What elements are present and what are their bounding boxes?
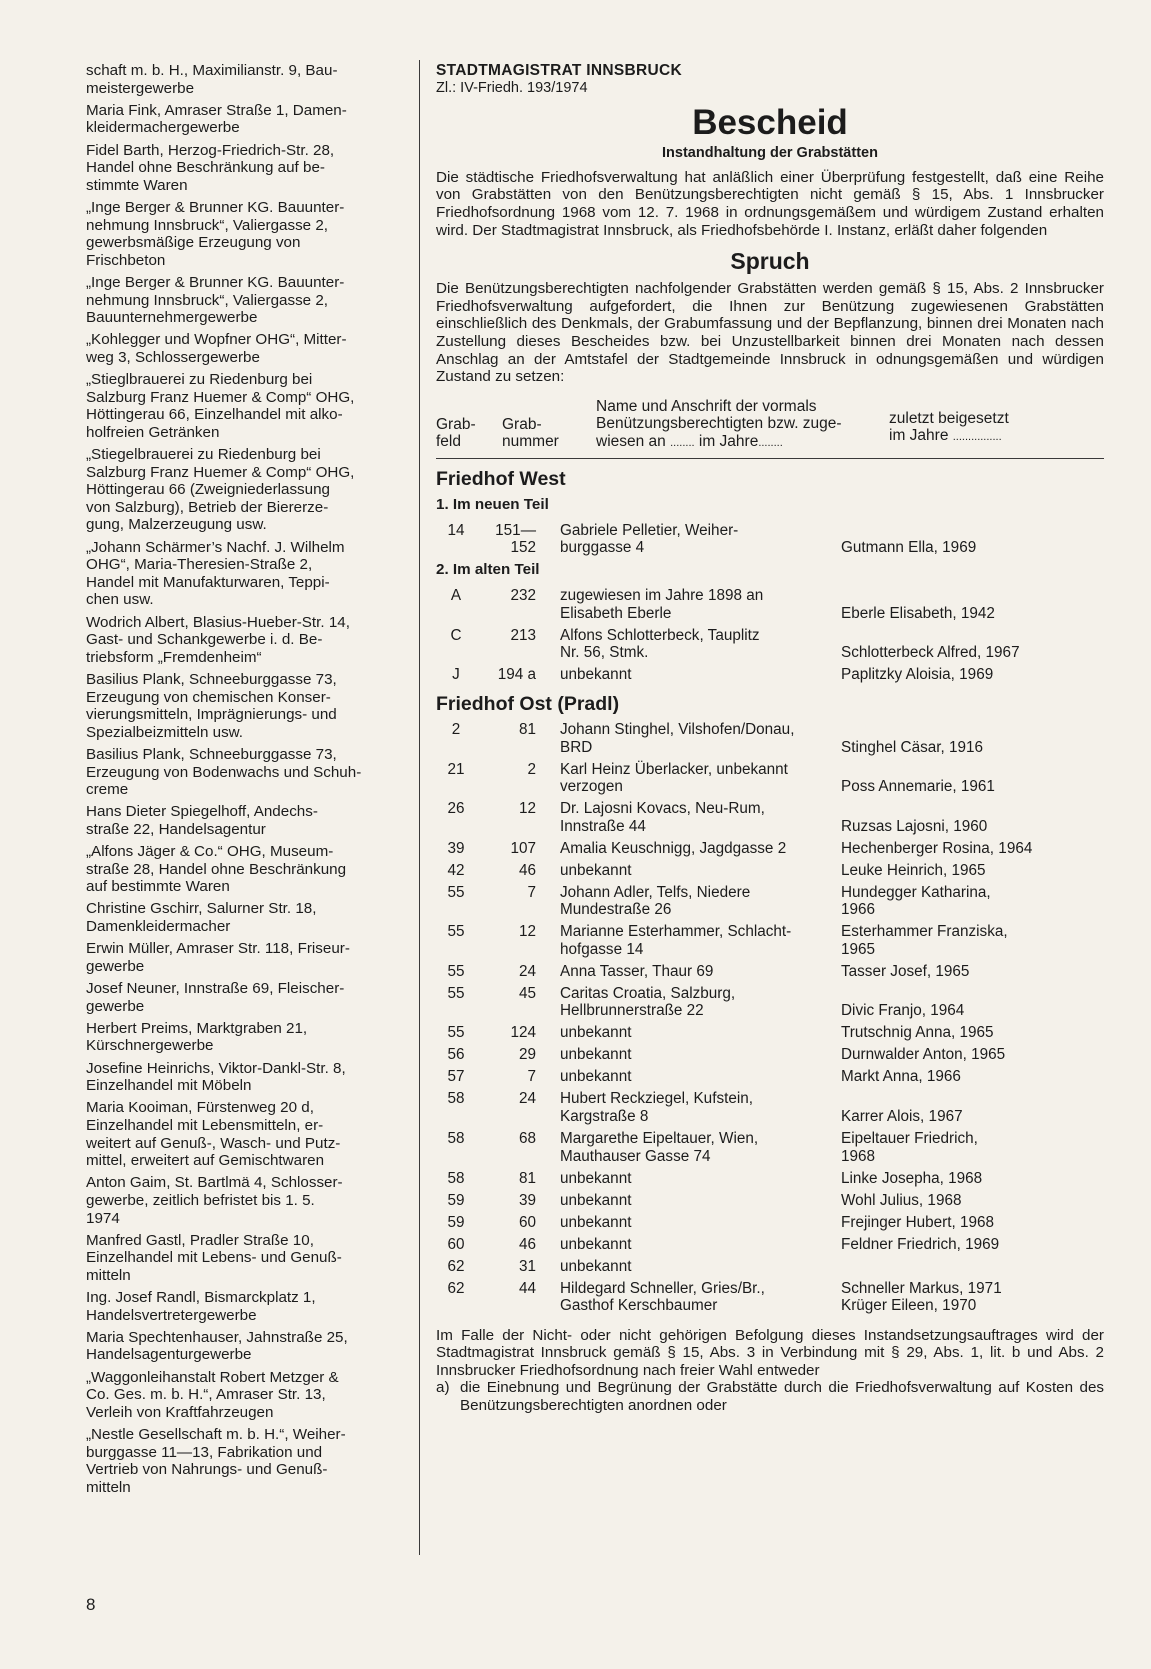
registry-entry: Christine Gschirr, Salurner Str. 18, Damenkleidermacher: [86, 900, 317, 936]
grave-row: [436, 800, 1104, 835]
holder-name: zugewiesen im Jahre 1898 an Elisabeth Eberle: [560, 587, 764, 622]
holder-name: Karl Heinz Überlacker, unbekannt verzogen: [560, 760, 788, 796]
west-new-rows: [436, 522, 1104, 557]
holder-name: Caritas Croatia, Salzburg, Hellbrunnerstraße 22: [560, 984, 736, 1020]
grave-field: J: [452, 666, 460, 684]
col-name-year: im Jahre: [698, 432, 759, 450]
holder-name: Marianne Esterhammer, Schlacht- hofgasse 14: [560, 923, 792, 958]
registry-entry: Hans Dieter Spiegelhoff, Andechs- straße 22, Handelsagentur: [86, 803, 318, 838]
holder-name: unbekannt: [560, 1024, 632, 1042]
grave-field: 55: [447, 1024, 465, 1042]
notice-title: Bescheid: [692, 103, 848, 143]
grave-field: 2: [451, 721, 461, 739]
holder-name: Johann Stinghel, Vilshofen/Donau, BRD: [560, 721, 795, 756]
grave-row: [436, 587, 1104, 622]
holder-name: Margarethe Eipeltauer, Wien, Mauthauser Gasse 74: [560, 1130, 759, 1165]
grave-number: 45: [518, 984, 536, 1002]
last-buried: Stinghel Cäsar, 1916: [841, 738, 984, 756]
grave-number: 7: [527, 883, 536, 901]
last-buried: Trutschnig Anna, 1965: [841, 1024, 994, 1042]
holder-name: Hildegard Schneller, Gries/Br., Gasthof Kerschbaumer: [560, 1279, 765, 1315]
grave-number: 7: [527, 1068, 536, 1086]
grave-row: [436, 1170, 1104, 1188]
last-buried: Wohl Julius, 1968: [841, 1191, 962, 1209]
grave-row: [436, 1090, 1104, 1125]
grave-row: [436, 1068, 1104, 1086]
holder-name: Hubert Reckziegel, Kufstein, Kargstraße 8: [560, 1090, 754, 1126]
grave-field: 55: [447, 984, 465, 1002]
header-rule: [436, 458, 1104, 459]
west-old-rows: [436, 587, 1104, 684]
intro-paragraph: Die städtische Friedhofsverwaltung hat anläßlich einer Überprüfung festgestellt, daß eine Reihe von Grabstätten von den Benützungsberechtigten nicht gemäß § 15, Abs. 1 Innsbrucker Friedhofsordnung 1968 vom 12. 7. 1968 in ordnungsgemäßem und würdigem Zustand erhalten wird. Der Stadtmagistrat Innsbruck, als Friedhofsbehörde I. Instanz, erläßt daher folgenden: [436, 168, 1104, 239]
grave-field: 14: [447, 521, 465, 539]
last-buried: Eberle Elisabeth, 1942: [841, 604, 995, 622]
issuer: STADTMAGISTRAT INNSBRUCK: [436, 62, 682, 79]
section-old-part: 2. Im alten Teil: [436, 561, 540, 579]
page-number: 8: [86, 1595, 96, 1614]
grave-field: 55: [447, 883, 465, 901]
registry-entry: Wodrich Albert, Blasius-Hueber-Str. 14, Gast- und Schankgewerbe i. d. Be- triebsform „Fremdenheim“: [86, 613, 350, 666]
grave-field: 58: [447, 1090, 465, 1108]
grave-number: 46: [518, 861, 536, 879]
cemetery-heading-west: Friedhof West: [436, 467, 566, 490]
grave-number: 24: [518, 1090, 536, 1108]
grave-row: [436, 627, 1104, 662]
last-buried: Hechenberger Rosina, 1964: [841, 839, 1033, 857]
grave-field: 26: [447, 800, 465, 818]
grave-number: 81: [518, 721, 536, 739]
grave-field: 56: [447, 1046, 465, 1064]
col-buried-dots: ................: [952, 431, 1002, 444]
grave-row: [436, 1214, 1104, 1232]
section-new-part: 1. Im neuen Teil: [436, 495, 549, 513]
col-name-year-dots: ........: [758, 436, 783, 449]
grave-number: 12: [518, 800, 536, 818]
col-buried-year: im Jahre: [889, 427, 949, 445]
grave-field: 58: [447, 1169, 465, 1187]
cemetery-heading-ost: Friedhof Ost (Pradl): [436, 693, 620, 716]
col-name-tail: wiesen an: [596, 432, 666, 450]
grave-row: [436, 1280, 1104, 1315]
last-buried: Tasser Josef, 1965: [841, 962, 970, 980]
grave-row: [436, 884, 1104, 919]
registry-entry: „Waggonleihanstalt Robert Metzger & Co. Ges. m. b. H.“, Amraser Str. 13, Verleih von Kraftfahrzeugen: [86, 1368, 339, 1421]
last-buried: Ruzsas Lajosni, 1960: [841, 817, 988, 835]
grave-row: [436, 721, 1104, 756]
last-buried: Esterhammer Franziska, 1965: [841, 923, 1008, 958]
grave-number: 24: [518, 962, 536, 980]
grave-row: [436, 666, 1104, 684]
holder-name: unbekannt: [560, 1191, 632, 1209]
grave-number: 151—152: [495, 521, 536, 557]
last-buried: Feldner Friedrich, 1969: [841, 1235, 1000, 1253]
business-registry-list: [86, 62, 398, 1501]
registry-entry: „Inge Berger & Brunner KG. Bauunter- nehmung Innsbruck“, Valiergasse 2, gewerbsmäßige Erzeugung von Frischbeton: [86, 198, 345, 269]
holder-name: Gabriele Pelletier, Weiher- burggasse 4: [560, 521, 739, 557]
grave-row: [436, 840, 1104, 858]
col-name-dots: ........: [670, 436, 695, 449]
ost-rows: [436, 721, 1104, 1315]
holder-name: Alfons Schlotterbeck, Tauplitz Nr. 56, Stmk.: [560, 626, 760, 662]
holder-name: unbekannt: [560, 666, 632, 684]
grave-field: 21: [447, 760, 465, 778]
grave-field: 58: [447, 1130, 465, 1147]
grave-number: 29: [518, 1046, 536, 1064]
grave-row: [436, 963, 1104, 981]
grave-row: [436, 1046, 1104, 1064]
grave-number: 124: [510, 1024, 536, 1042]
grave-field: 39: [447, 839, 465, 857]
grave-field: 62: [447, 1257, 465, 1275]
column-divider: [419, 60, 420, 1555]
col-nummer: Grab- nummer: [502, 415, 559, 451]
last-buried: Poss Annemarie, 1961: [841, 778, 995, 796]
last-buried: Durnwalder Anton, 1965: [841, 1046, 1006, 1064]
last-buried: Gutmann Ella, 1969: [841, 539, 977, 557]
registry-entry: Josef Neuner, Innstraße 69, Fleischer- gewerbe: [86, 980, 345, 1015]
grave-field: 55: [447, 923, 465, 941]
grave-number: 107: [510, 839, 536, 857]
last-buried: Leuke Heinrich, 1965: [841, 861, 986, 879]
grave-number: 46: [518, 1235, 536, 1253]
col-name: [596, 398, 896, 453]
registry-entry: Fidel Barth, Herzog-Friedrich-Str. 28, Handel ohne Beschränkung auf be- stimmte Waren: [86, 141, 335, 194]
registry-entry: „Johann Schärmer’s Nachf. J. Wilhelm OHG“, Maria-Theresien-Straße 2, Handel mit Manufakturwaren, Teppi- chen usw.: [86, 538, 345, 609]
grave-number: 194 a: [497, 666, 536, 684]
last-buried: Schlotterbeck Alfred, 1967: [841, 644, 1020, 662]
registry-entry: Maria Kooiman, Fürstenweg 20 d, Einzelhandel mit Lebensmitteln, er- weitert auf Genuß-, Wasch- und Putz- mittel, erweitert auf Gemischtwaren: [86, 1099, 341, 1170]
holder-name: Dr. Lajosni Kovacs, Neu-Rum, Innstraße 44: [560, 800, 765, 835]
col-buried: [889, 410, 1104, 447]
grave-field: 57: [447, 1068, 465, 1086]
grave-number: 68: [518, 1130, 536, 1147]
holder-name: unbekannt: [560, 1213, 632, 1231]
registry-entry: Anton Gaim, St. Bartlmä 4, Schlosser- gewerbe, zeitlich befristet bis 1. 5. 1974: [86, 1174, 343, 1227]
col-feld: Grab- feld: [436, 415, 476, 451]
grave-field: 59: [447, 1191, 465, 1209]
last-buried: Markt Anna, 1966: [841, 1068, 961, 1086]
last-buried: Paplitzky Aloisia, 1969: [841, 666, 994, 684]
grave-row: [436, 985, 1104, 1020]
option-a-label: a): [436, 1379, 450, 1397]
grave-field: A: [450, 587, 462, 605]
holder-name: unbekannt: [560, 1169, 632, 1187]
registry-entry: Manfred Gastl, Pradler Straße 10, Einzelhandel mit Lebens- und Genuß- mitteln: [86, 1231, 342, 1284]
last-buried: Divic Franjo, 1964: [841, 1002, 965, 1020]
grave-number: 60: [518, 1213, 536, 1231]
registry-entry: Josefine Heinrichs, Viktor-Dankl-Str. 8, Einzelhandel mit Möbeln: [86, 1059, 346, 1095]
registry-entry: Erwin Müller, Amraser Str. 118, Friseur- gewerbe: [86, 940, 350, 975]
grave-number: 12: [518, 923, 536, 941]
last-buried: Schneller Markus, 1971 Krüger Eileen, 1970: [841, 1279, 1002, 1315]
holder-name: unbekannt: [560, 1068, 632, 1086]
col-buried-label: zuletzt beigesetzt: [889, 409, 1009, 427]
grave-field: 55: [447, 962, 465, 980]
grave-field: 60: [447, 1235, 465, 1253]
holder-name: Anna Tasser, Thaur 69: [560, 962, 714, 980]
registry-entry: „Kohlegger und Wopfner OHG“, Mitter- weg 3, Schlossergewerbe: [86, 331, 347, 366]
grave-row: [436, 522, 1104, 557]
grave-field: C: [450, 626, 462, 644]
last-buried: Linke Josepha, 1968: [841, 1169, 983, 1187]
grave-field: 42: [447, 861, 465, 879]
grave-row: [436, 761, 1104, 796]
registry-entry: Basilius Plank, Schneeburggasse 73, Erzeugung von chemischen Konser- vierungsmitteln, Imprägnierungs- und Spezialbeizmitteln usw.: [86, 670, 337, 741]
spruch-heading: Spruch: [730, 248, 810, 275]
holder-name: Johann Adler, Telfs, Niedere Mundestraße 26: [560, 883, 751, 919]
col-name-label: Name und Anschrift der vormals Benützungsberechtigten bzw. zuge-: [596, 397, 842, 433]
grave-row: [436, 1236, 1104, 1254]
grave-number: 232: [510, 587, 536, 605]
registry-entry: „Nestle Gesellschaft m. b. H.“, Weiher- burggasse 11—13, Fabrikation und Vertrieb von Nahrungs- und Genuß- mitteln: [86, 1426, 346, 1496]
last-buried: Karrer Alois, 1967: [841, 1108, 963, 1126]
grave-number: 44: [518, 1279, 536, 1297]
registry-entry: schaft m. b. H., Maximilianstr. 9, Bau- meistergewerbe: [86, 62, 338, 97]
grave-row: [436, 862, 1104, 880]
last-buried: Eipeltauer Friedrich, 1968: [841, 1130, 978, 1165]
grave-row: [436, 1192, 1104, 1210]
closing-paragraph: Im Falle der Nicht- oder nicht gehörigen Befolgung dieses Instandsetzungsauftrages wird der Stadtmagistrat Innsbruck gemäß § 15, Abs. 3 in Verbindung mit § 29, Abs. 1, lit. b und Abs. 2 Innsbrucker Friedhofsordnung nach freier Wahl entweder: [436, 1326, 1104, 1379]
registry-entry: Ing. Josef Randl, Bismarckplatz 1, Handelsvertretergewerbe: [86, 1289, 316, 1324]
grave-row: [436, 923, 1104, 958]
option-a: [436, 1379, 1104, 1414]
last-buried: Frejinger Hubert, 1968: [841, 1213, 995, 1231]
spruch-paragraph: Die Benützungsberechtigten nachfolgender Grabstätten werden gemäß § 15, Abs. 2 Innsbrucker Friedhofsverwaltung aufgefordert, die Ihnen zur Benützung zugewiesenen Grabstätten einschließlich des Denkmals, der Grabumfassung und der Bepflanzung, binnen drei Monaten nach Zustellung dieses Bescheides bzw. bei Unzustellbarkeit binnen drei Monaten nach dessen Anschlag an der Amtstafel der Stadtgemeinde Innsbruck in odnungsgemäßen und würdigen Zustand zu setzen:: [436, 280, 1104, 386]
grave-number: 81: [518, 1169, 536, 1187]
grave-number: 31: [518, 1257, 536, 1275]
grave-row: [436, 1258, 1104, 1276]
grave-row: [436, 1024, 1104, 1042]
grave-field: 59: [447, 1213, 465, 1231]
option-a-text: die Einebnung und Begrünung der Grabstätte durch die Friedhofsverwaltung auf Kosten des Benützungsberechtigten anordnen oder: [460, 1379, 1104, 1415]
grave-number: 213: [510, 626, 536, 644]
grave-number: 2: [527, 760, 536, 778]
holder-name: unbekannt: [560, 1257, 632, 1275]
grave-row: [436, 1130, 1104, 1165]
grave-number: 39: [518, 1191, 536, 1209]
registry-entry: „Alfons Jäger & Co.“ OHG, Museum- straße 28, Handel ohne Beschränkung auf bestimmte Waren: [86, 843, 347, 896]
registry-entry: „Stieglbrauerei zu Riedenburg bei Salzburg Franz Huemer & Comp“ OHG, Höttingerau 66, Einzelhandel mit alko- holfreien Getränken: [86, 371, 355, 441]
registry-entry: Maria Fink, Amraser Straße 1, Damen- kleidermachergewerbe: [86, 101, 347, 137]
reference-number: Zl.: IV-Friedh. 193/1974: [436, 79, 588, 96]
holder-name: Amalia Keuschnigg, Jagdgasse 2: [560, 839, 787, 857]
notice-subtitle: Instandhaltung der Grabstätten: [662, 145, 878, 162]
notice-column: [436, 62, 1104, 1415]
registry-entry: Herbert Preims, Marktgraben 21, Kürschnergewerbe: [86, 1019, 308, 1055]
registry-entry: Maria Spechtenhauser, Jahnstraße 25, Handelsagenturgewerbe: [86, 1328, 348, 1364]
grave-field: 62: [447, 1279, 465, 1297]
holder-name: unbekannt: [560, 861, 632, 879]
holder-name: unbekannt: [560, 1235, 632, 1253]
registry-entry: „Inge Berger & Brunner KG. Bauunter- nehmung Innsbruck“, Valiergasse 2, Bauunternehmergewerbe: [86, 273, 345, 327]
registry-entry: Basilius Plank, Schneeburggasse 73, Erzeugung von Bodenwachs und Schuh- creme: [86, 745, 362, 799]
last-buried: Hundegger Katharina, 1966: [841, 883, 991, 919]
holder-name: unbekannt: [560, 1046, 632, 1064]
table-header: [436, 398, 1104, 450]
registry-entry: „Stiegelbrauerei zu Riedenburg bei Salzburg Franz Huemer & Comp“ OHG, Höttingerau 66 (Zweigniederlassung von Salzburg), Betrieb der Biererze- gung, Malzerzeugung usw.: [86, 446, 355, 534]
